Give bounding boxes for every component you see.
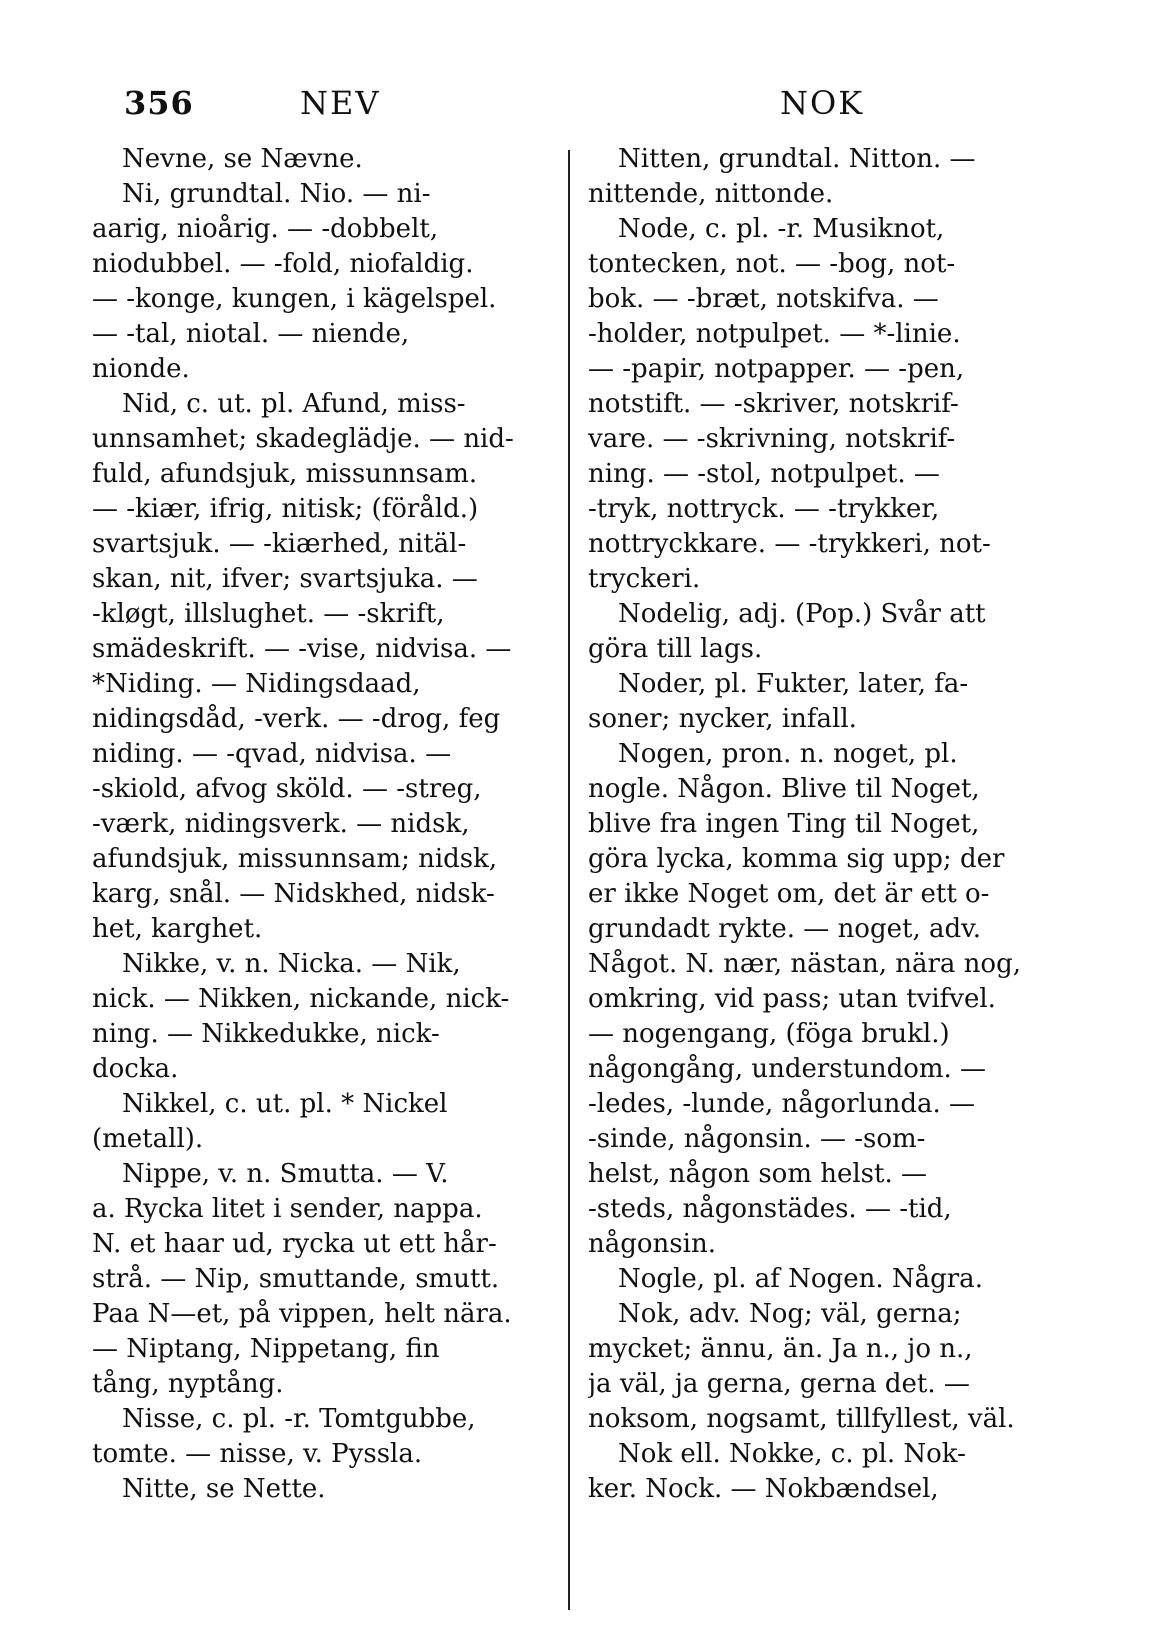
dictionary-line: svartsjuk. — -kiærhed, nitäl- — [92, 529, 467, 559]
dictionary-line: unnsamhet; skadeglädje. — nid- — [92, 424, 514, 454]
dictionary-line: tontecken, not. — -bog, not- — [588, 249, 956, 279]
right-column — [588, 142, 1060, 1507]
dictionary-line: -skiold, afvog sköld. — -streg, — [92, 774, 482, 804]
dictionary-line: niding. — -qvad, nidvisa. — — [92, 739, 452, 769]
dictionary-line: Nok, adv. Nog; väl, gerna; — [618, 1299, 962, 1329]
dictionary-line: nittende, nittonde. — [588, 179, 834, 209]
left-column — [92, 142, 552, 1507]
page-number: 356 — [124, 84, 194, 122]
dictionary-line: het, karghet. — [92, 914, 263, 944]
dictionary-line: — -papir, notpapper. — -pen, — [588, 354, 965, 384]
dictionary-line: Ni, grundtal. Nio. — ni- — [122, 179, 431, 209]
dictionary-line: -kløgt, illslughet. — -skrift, — [92, 599, 445, 629]
dictionary-line: skan, nit, ifver; svartsjuka. — — [92, 564, 478, 594]
dictionary-line: docka. — [92, 1054, 179, 1084]
dictionary-line: Nogen, pron. n. noget, pl. — [618, 739, 958, 769]
dictionary-line: Nid, c. ut. pl. Afund, miss- — [122, 389, 466, 419]
dictionary-line: -ledes, -lunde, någorlunda. — — [588, 1089, 975, 1119]
dictionary-line: fuld, afundsjuk, missunnsam. — [92, 459, 478, 489]
dictionary-line: Något. N. nær, nästan, nära nog, — [588, 949, 1021, 979]
dictionary-line: — -konge, kungen, i kägelspel. — [92, 284, 497, 314]
dictionary-line: niodubbel. — -fold, niofaldig. — [92, 249, 474, 279]
dictionary-line: nidingsdåd, -verk. — -drog, feg — [92, 704, 501, 734]
dictionary-line: Paa N—et, på vippen, helt nära. — [92, 1299, 512, 1329]
guide-word-left: NEV — [300, 84, 381, 122]
dictionary-line: Nevne, se Nævne. — [122, 144, 363, 174]
dictionary-line: vare. — -skrivning, notskrif- — [588, 424, 956, 454]
dictionary-line: ning. — -stol, notpulpet. — — [588, 459, 940, 489]
dictionary-line: nick. — Nikken, nickande, nick- — [92, 984, 510, 1014]
dictionary-line: smädeskrift. — -vise, nidvisa. — — [92, 634, 512, 664]
page-header — [0, 84, 1152, 134]
dictionary-line: soner; nycker, infall. — [588, 704, 857, 734]
dictionary-line: nottryckkare. — -trykkeri, not- — [588, 529, 991, 559]
dictionary-line: Nodelig, adj. (Pop.) Svår att — [618, 599, 986, 629]
dictionary-line: Nikkel, c. ut. pl. * Nickel — [122, 1089, 448, 1119]
dictionary-line: bok. — -bræt, notskifva. — — [588, 284, 939, 314]
dictionary-line: -tryk, nottryck. — -trykker, — [588, 494, 940, 524]
dictionary-line: göra till lags. — [588, 634, 763, 664]
dictionary-line: — -tal, niotal. — niende, — [92, 319, 410, 349]
dictionary-line: — Niptang, Nippetang, fin — [92, 1334, 440, 1364]
dictionary-line: Nogle, pl. af Nogen. Några. — [618, 1264, 983, 1294]
dictionary-line: — -kiær, ifrig, nitisk; (föråld.) — [92, 494, 479, 524]
dictionary-line: ja väl, ja gerna, gerna det. — — [588, 1369, 970, 1399]
dictionary-line: strå. — Nip, smuttande, smutt. — [92, 1264, 500, 1294]
dictionary-line: någonsin. — [588, 1229, 716, 1259]
dictionary-line: mycket; ännu, än. Ja n., jo n., — [588, 1334, 973, 1364]
dictionary-line: aarig, nioårig. — -dobbelt, — [92, 214, 439, 244]
dictionary-line: nionde. — [92, 354, 190, 384]
dictionary-line: tryckeri. — [588, 564, 701, 594]
guide-word-right: NOK — [780, 84, 865, 122]
dictionary-line: tång, nyptång. — [92, 1369, 284, 1399]
dictionary-line: er ikke Noget om, det är ett o- — [588, 879, 990, 909]
dictionary-line: omkring, vid pass; utan tvifvel. — [588, 984, 996, 1014]
dictionary-line: Nitten, grundtal. Nitton. — — [618, 144, 976, 174]
dictionary-line: *Niding. — Nidingsdaad, — [92, 669, 421, 699]
dictionary-line: göra lycka, komma sig upp; der — [588, 844, 1005, 874]
dictionary-line: Nisse, c. pl. -r. Tomtgubbe, — [122, 1404, 476, 1434]
dictionary-line: nogle. Någon. Blive til Noget, — [588, 774, 980, 804]
dictionary-line: grundadt rykte. — noget, adv. — [588, 914, 981, 944]
dictionary-line: -sinde, någonsin. — -som- — [588, 1124, 926, 1154]
dictionary-line: -værk, nidingsverk. — nidsk, — [92, 809, 470, 839]
dictionary-line: Node, c. pl. -r. Musiknot, — [618, 214, 945, 244]
dictionary-line: Nok ell. Nokke, c. pl. Nok- — [618, 1439, 966, 1469]
dictionary-line: ning. — Nikkedukke, nick- — [92, 1019, 440, 1049]
dictionary-line: a. Rycka litet i sender, nappa. — [92, 1194, 483, 1224]
dictionary-line: blive fra ingen Ting til Noget, — [588, 809, 980, 839]
dictionary-line: (metall). — [92, 1124, 204, 1154]
dictionary-line: Nitte, se Nette. — [122, 1474, 326, 1504]
dictionary-line: N. et haar ud, rycka ut ett hår- — [92, 1229, 497, 1259]
dictionary-line: -steds, någonstädes. — -tid, — [588, 1194, 952, 1224]
dictionary-line: — nogengang, (föga brukl.) — [588, 1019, 950, 1049]
column-divider — [568, 150, 570, 1610]
dictionary-line: karg, snål. — Nidskhed, nidsk- — [92, 879, 495, 909]
dictionary-line: -holder, notpulpet. — *-linie. — [588, 319, 961, 349]
dictionary-line: Noder, pl. Fukter, later, fa- — [618, 669, 969, 699]
dictionary-line: tomte. — nisse, v. Pyssla. — [92, 1439, 423, 1469]
dictionary-line: Nikke, v. n. Nicka. — Nik, — [122, 949, 461, 979]
dictionary-line: ker. Nock. — Nokbændsel, — [588, 1474, 939, 1504]
dictionary-line: noksom, nogsamt, tillfyllest, väl. — [588, 1404, 1015, 1434]
dictionary-line: någongång, understundom. — — [588, 1054, 987, 1084]
dictionary-line: Nippe, v. n. Smutta. — V. — [122, 1159, 449, 1189]
dictionary-line: helst, någon som helst. — — [588, 1159, 928, 1189]
dictionary-line: afundsjuk, missunnsam; nidsk, — [92, 844, 498, 874]
dictionary-line: notstift. — -skriver, notskrif- — [588, 389, 959, 419]
